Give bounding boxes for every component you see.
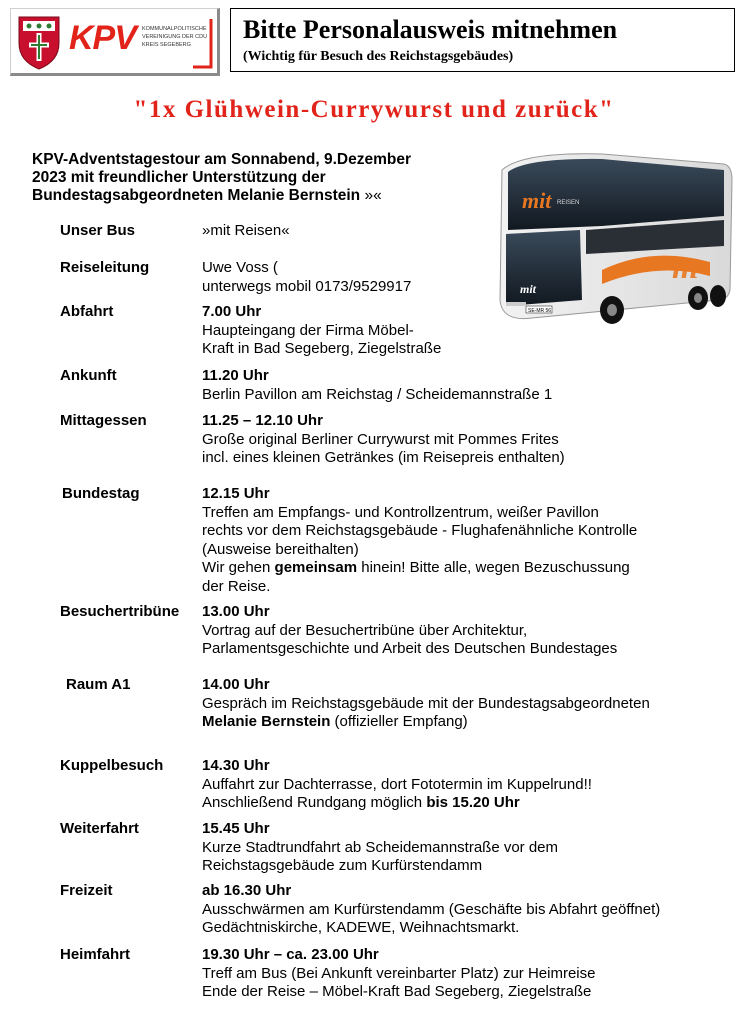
schedule-label: Mittagessen	[60, 412, 147, 429]
notice-subtitle: (Wichtig für Besuch des Reichstagsgebäudes)	[243, 49, 514, 64]
schedule-label: Unser Bus	[60, 222, 136, 239]
intro-line: 2023 mit freundlicher Unterstützung der	[32, 169, 326, 186]
bus-plate: SE-MR 56	[528, 308, 552, 314]
coat-of-arms-icon	[15, 13, 63, 71]
schedule-detail: 7.00 Uhr Haupteingang der Firma Möbel- Kraft in Bad Segeberg, Ziegelstraße	[202, 303, 442, 357]
schedule-detail: 19.30 Uhr – ca. 23.00 Uhr Treff am Bus (Bei Ankunft vereinbarter Platz) zur Heimreise Ende der Reise – Möbel-Kraft Bad Segeberg, Ziegelstraße	[202, 946, 596, 1000]
intro-line: KPV-Adventstagestour am Sonnabend, 9.Dezember	[32, 151, 411, 168]
schedule-label: Raum A1	[66, 676, 131, 693]
schedule-label: Kuppelbesuch	[60, 757, 164, 774]
page-headline: "1x Glühwein-Currywurst und zurück"	[133, 96, 615, 123]
schedule-detail: 14.30 Uhr Auffahrt zur Dachterrasse, dort Fototermin im Kuppelrund!! Anschließend Rundgang möglich bis 15.20 Uhr	[202, 757, 592, 811]
schedule-detail: 11.20 Uhr Berlin Pavillon am Reichstag / Scheidemannstraße 1	[202, 367, 553, 403]
bus-image	[462, 150, 734, 330]
schedule-label: Heimfahrt	[60, 946, 131, 963]
bus-brand-sub: REISEN	[557, 200, 580, 206]
schedule-detail: 12.15 Uhr Treffen am Empfangs- und Kontrollzentrum, weißer Pavillon rechts vor dem Reichstagsgebäude - Flughafenähnliche Kontrolle (Ausweise bereithalten) Wir gehen gemeinsam hinein! Bitte alle, wegen Bezuschussung der Reise.	[202, 485, 638, 595]
intro-text	[32, 151, 462, 205]
schedule-label: Weiterfahrt	[60, 820, 139, 837]
schedule-time: 19.30 Uhr – ca. 23.00 Uhr	[202, 946, 379, 963]
intro-line: Bundestagsabgeordneten Melanie Bernstein »«	[32, 187, 382, 204]
kpv-wordmark: KPV	[69, 19, 136, 57]
schedule-detail: 14.00 Uhr Gespräch im Reichstagsgebäude mit der Bundestagsabgeordneten Melanie Bernstein (offizieller Empfang)	[202, 676, 650, 730]
schedule-detail: 13.00 Uhr Vortrag auf der Besuchertribüne über Architektur, Parlamentsgeschichte und Arbeit des Deutschen Bundestages	[202, 603, 618, 657]
schedule-time: 12.15 Uhr	[202, 485, 270, 502]
svg-text:mit: mit	[520, 282, 537, 296]
schedule-detail: Uwe Voss ( unterwegs mobil 0173/9529917	[202, 259, 412, 295]
schedule-label: Reiseleitung	[60, 259, 150, 276]
svg-text:m: m	[672, 249, 699, 286]
kpv-logo	[10, 8, 220, 76]
schedule-time: 14.30 Uhr	[202, 757, 270, 774]
schedule-time: 15.45 Uhr	[202, 820, 270, 837]
schedule-time: 7.00 Uhr	[202, 303, 262, 320]
bus-brand-text: mit	[522, 188, 552, 213]
schedule-time: 13.00 Uhr	[202, 603, 270, 620]
schedule-detail: 11.25 – 12.10 Uhr Große original Berliner Currywurst mit Pommes Frites incl. eines kleinen Getränkes (im Reisepreis enthalten)	[202, 412, 565, 466]
schedule-label: Ankunft	[60, 367, 117, 384]
schedule-time: 11.25 – 12.10 Uhr	[202, 412, 323, 429]
schedule-time: 11.20 Uhr	[202, 367, 269, 384]
logo-accent-icon	[191, 17, 215, 69]
notice-title: Bitte Personalausweis mitnehmen	[243, 15, 618, 44]
schedule-time: 14.00 Uhr	[202, 676, 270, 693]
schedule-detail: ab 16.30 Uhr Ausschwärmen am Kurfürstendamm (Geschäfte bis Abfahrt geöffnet) Gedächtniskirche, KADEWE, Weihnachtsmarkt.	[202, 882, 661, 936]
kpv-subtitle: KOMMUNALPOLITISCHE VEREINIGUNG DER CDU KREIS SEGEBERG	[142, 26, 208, 48]
schedule-detail: 15.45 Uhr Kurze Stadtrundfahrt ab Scheidemannstraße vor dem Reichstagsgebäude zum Kurfürstendamm	[202, 820, 559, 874]
schedule-time: ab 16.30 Uhr	[202, 882, 292, 899]
schedule-label: Bundestag	[62, 485, 140, 502]
schedule-detail: »mit Reisen«	[202, 222, 290, 239]
schedule-label: Besuchertribüne	[60, 603, 180, 620]
schedule-label: Abfahrt	[60, 303, 114, 320]
schedule-label: Freizeit	[60, 882, 113, 899]
id-notice-box	[230, 8, 735, 72]
